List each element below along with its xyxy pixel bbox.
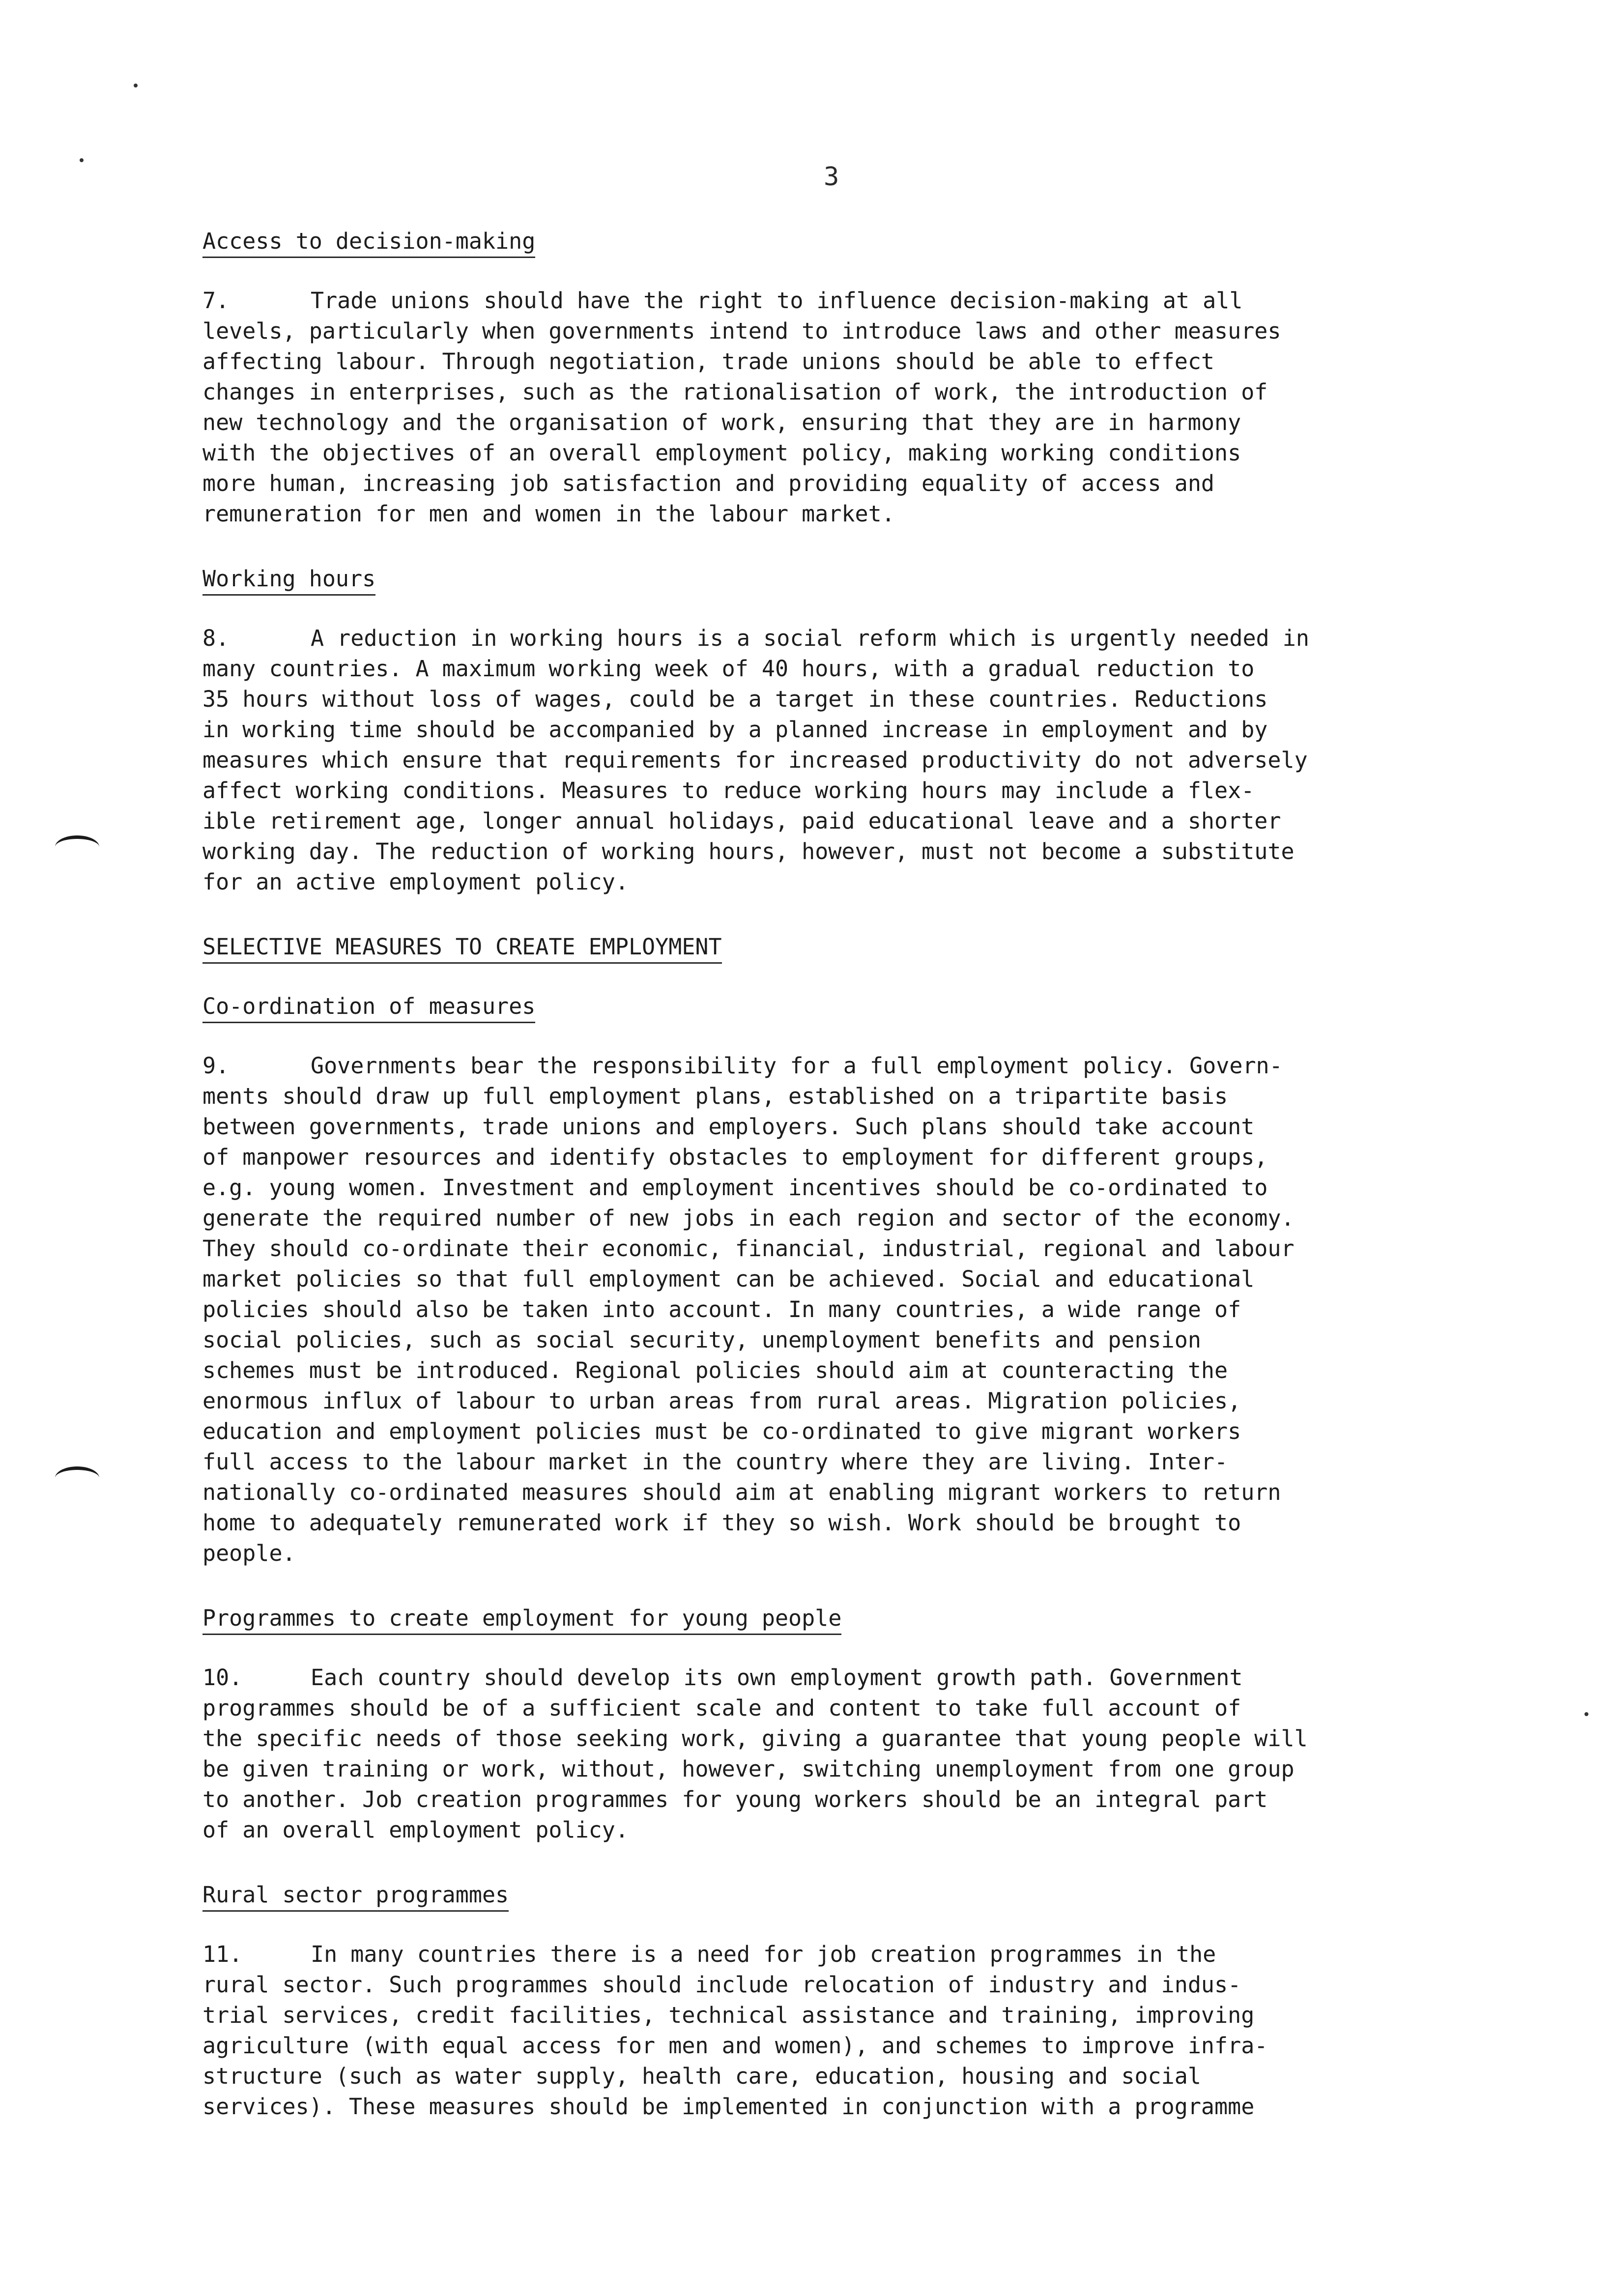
paragraph-line <box>202 286 1490 316</box>
paragraph-number: 8. <box>202 625 230 651</box>
paragraph-number: 9. <box>202 1053 230 1079</box>
paragraph-10 <box>202 1663 1490 1845</box>
section-rural-sector <box>202 1880 1490 1939</box>
paragraph-text: Trade unions should have the right to influence decision-making at all <box>311 287 1243 314</box>
paragraph-line: many countries. A maximum working week of 40 hours, with a gradual reduction to <box>202 656 1255 682</box>
paragraph-line: levels, particularly when governments intend to introduce laws and other measures <box>202 318 1281 344</box>
paragraph-line: nationally co-ordinated measures should aim at enabling migrant workers to return <box>202 1479 1281 1505</box>
paragraph-line: in working time should be accompanied by a planned increase in employment and by <box>202 717 1268 743</box>
paragraph-line: ible retirement age, longer annual holidays, paid educational leave and a shorter <box>202 808 1281 834</box>
paragraph-line: for an active employment policy. <box>202 869 629 895</box>
section-heading: Rural sector programmes <box>202 1880 509 1912</box>
paragraph-line: working day. The reduction of working hours, however, must not become a substitute <box>202 838 1295 864</box>
paragraph-line: They should co-ordinate their economic, financial, industrial, regional and labour <box>202 1235 1295 1262</box>
paragraph-line: home to adequately remunerated work if they so wish. Work should be brought to <box>202 1510 1241 1536</box>
paragraph-line: remuneration for men and women in the labour market. <box>202 501 895 527</box>
paragraph-11 <box>202 1939 1490 2122</box>
scan-speck <box>1584 1712 1588 1716</box>
paragraph-line: of manpower resources and identify obstacles to employment for different groups, <box>202 1144 1268 1170</box>
paragraph-line: schemes must be introduced. Regional policies should aim at counteracting the <box>202 1357 1228 1383</box>
major-heading: SELECTIVE MEASURES TO CREATE EMPLOYMENT <box>202 932 722 964</box>
section-heading: Co-ordination of measures <box>202 991 535 1023</box>
paragraph-line <box>202 623 1490 654</box>
paragraph-line: education and employment policies must be co-ordinated to give migrant workers <box>202 1418 1241 1444</box>
section-selective-measures <box>202 932 1490 991</box>
document-body <box>202 226 1490 2156</box>
paragraph-line: the specific needs of those seeking work, giving a guarantee that young people will <box>202 1725 1308 1751</box>
section-heading: Working hours <box>202 564 375 596</box>
paragraph-9 <box>202 1051 1490 1569</box>
paragraph-line: trial services, credit facilities, technical assistance and training, improving <box>202 2002 1255 2028</box>
paragraph-line: structure (such as water supply, health care, education, housing and social <box>202 2063 1201 2089</box>
paragraph-line: programmes should be of a sufficient scale and content to take full account of <box>202 1695 1241 1721</box>
paragraph-line: measures which ensure that requirements for increased productivity do not adversely <box>202 747 1308 773</box>
section-heading: Programmes to create employment for young people <box>202 1603 841 1635</box>
binder-hole-mark <box>55 1466 99 1490</box>
paragraph-line: policies should also be taken into account. In many countries, a wide range of <box>202 1296 1241 1322</box>
paragraph-line: social policies, such as social security, unemployment benefits and pension <box>202 1327 1201 1353</box>
paragraph-line: new technology and the organisation of work, ensuring that they are in harmony <box>202 409 1241 435</box>
paragraph-line: more human, increasing job satisfaction and providing equality of access and <box>202 470 1215 496</box>
paragraph-line: full access to the labour market in the country where they are living. Inter- <box>202 1449 1228 1475</box>
paragraph-line: 35 hours without loss of wages, could be a target in these countries. Reductions <box>202 686 1268 712</box>
section-coordination-of-measures <box>202 991 1490 1051</box>
paragraph-line: changes in enterprises, such as the rationalisation of work, the introduction of <box>202 379 1268 405</box>
paragraph-text: A reduction in working hours is a social reform which is urgently needed in <box>311 625 1309 651</box>
scan-speck <box>134 84 138 87</box>
paragraph-line: market policies so that full employment can be achieved. Social and educational <box>202 1266 1255 1292</box>
section-youth-employment <box>202 1603 1490 1663</box>
paragraph-line: ments should draw up full employment plans, established on a tripartite basis <box>202 1083 1228 1109</box>
paragraph-line: affecting labour. Through negotiation, trade unions should be able to effect <box>202 348 1215 374</box>
scan-speck <box>80 158 84 162</box>
paragraph-line: generate the required number of new jobs in each region and sector of the economy. <box>202 1205 1295 1231</box>
paragraph-line: enormous influx of labour to urban areas from rural areas. Migration policies, <box>202 1388 1241 1414</box>
paragraph-line <box>202 1939 1490 1970</box>
paragraph-text: In many countries there is a need for job creation programmes in the <box>311 1941 1216 1967</box>
paragraph-text: Each country should develop its own employment growth path. Government <box>311 1665 1243 1691</box>
section-access-decision-making <box>202 226 1490 286</box>
paragraph-number: 7. <box>202 287 230 314</box>
binder-hole-mark <box>55 835 99 859</box>
paragraph-line: to another. Job creation programmes for young workers should be an integral part <box>202 1786 1268 1812</box>
paragraph-number: 11. <box>202 1941 243 1967</box>
paragraph-line: e.g. young women. Investment and employment incentives should be co-ordinated to <box>202 1175 1268 1201</box>
paragraph-line: between governments, trade unions and employers. Such plans should take account <box>202 1114 1255 1140</box>
paragraph-number: 10. <box>202 1665 243 1691</box>
paragraph-text: Governments bear the responsibility for a full employment policy. Govern- <box>311 1053 1283 1079</box>
paragraph-line <box>202 1663 1490 1693</box>
paragraph-line: with the objectives of an overall employment policy, making working conditions <box>202 440 1241 466</box>
paragraph-line <box>202 1051 1490 1081</box>
paragraph-line: of an overall employment policy. <box>202 1817 629 1843</box>
section-heading: Access to decision-making <box>202 226 535 258</box>
paragraph-line: affect working conditions. Measures to reduce working hours may include a flex- <box>202 777 1255 804</box>
section-working-hours <box>202 564 1490 623</box>
paragraph-line: people. <box>202 1540 296 1566</box>
paragraph-line: rural sector. Such programmes should include relocation of industry and indus- <box>202 1972 1241 1998</box>
page-number: 3 <box>824 162 839 192</box>
paragraph-8 <box>202 623 1490 897</box>
paragraph-line: be given training or work, without, however, switching unemployment from one group <box>202 1756 1295 1782</box>
paragraph-line: services). These measures should be implemented in conjunction with a programme <box>202 2094 1255 2120</box>
paragraph-line: agriculture (with equal access for men and women), and schemes to improve infra- <box>202 2033 1268 2059</box>
paragraph-7 <box>202 286 1490 529</box>
